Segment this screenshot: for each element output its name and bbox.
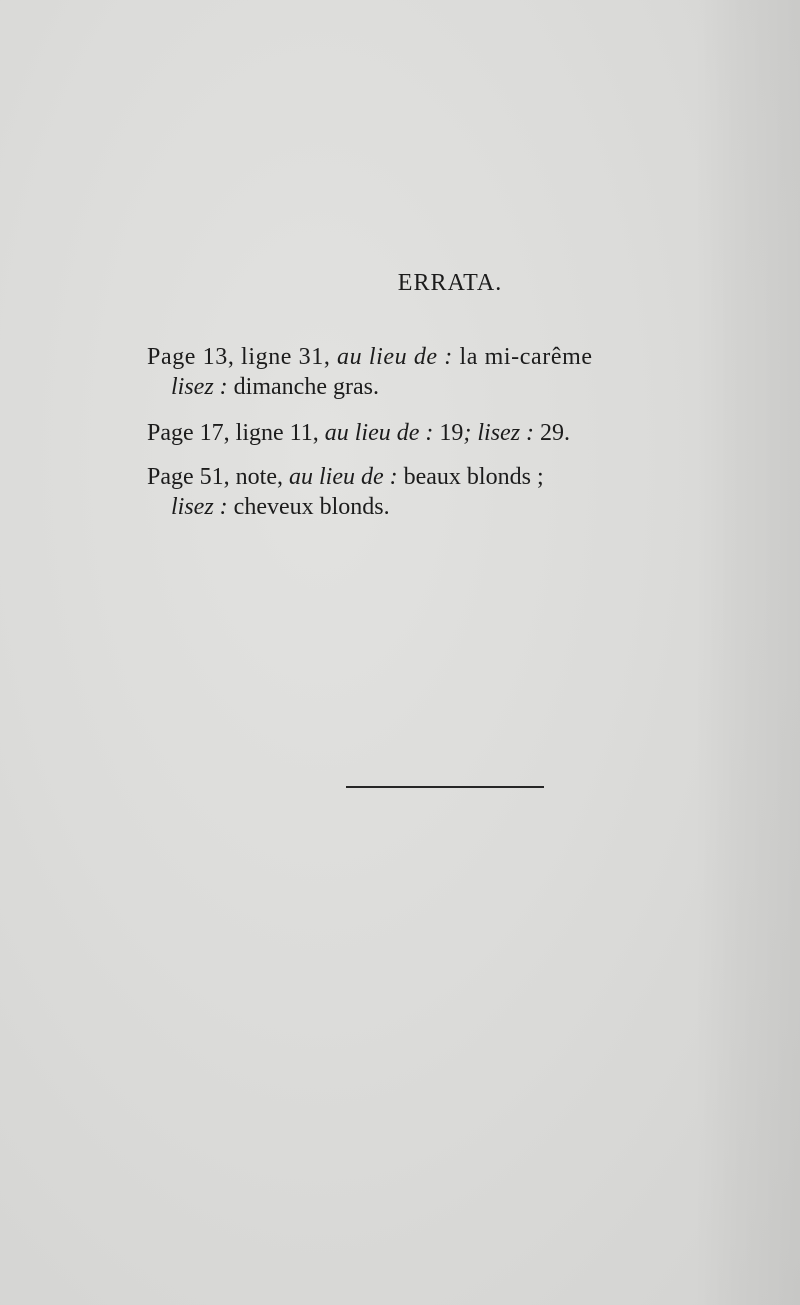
errata-entry-3-line-1 — [147, 462, 695, 492]
errata-entry-3-line-2 — [147, 492, 695, 522]
entry-instead-of-label: au lieu de : — [324, 420, 434, 446]
errata-entry-1 — [147, 342, 695, 402]
end-rule-divider — [346, 786, 544, 788]
errata-entry-1-line-1 — [147, 342, 695, 372]
errata-entry-2-line-1 — [147, 418, 695, 448]
errata-title: ERRATA. — [397, 270, 503, 296]
errata-entry-2 — [147, 418, 695, 448]
errata-entry-3 — [147, 462, 695, 522]
entry-read-label: ; lisez : — [463, 420, 535, 446]
entry-correct-text: 29. — [534, 420, 571, 446]
entry-location: Page 51, note, — [147, 464, 289, 490]
entry-correct-text: cheveux blonds. — [227, 494, 390, 520]
entry-read-label: lisez : — [171, 494, 228, 520]
entry-wrong-text: beaux blonds ; — [397, 464, 544, 490]
entry-read-label: lisez : — [171, 374, 228, 400]
entry-location: Page 17, ligne 11, — [147, 420, 325, 446]
entry-instead-of-label: au lieu de : — [288, 464, 398, 490]
entry-wrong-text: 19 — [433, 420, 464, 446]
entry-location: Page 13, ligne 31, — [147, 344, 338, 370]
page-edge-shadow — [695, 0, 800, 1305]
entry-instead-of-label: au lieu de : — [337, 344, 453, 370]
entry-wrong-text: la mi-carême — [452, 344, 593, 370]
entry-correct-text: dimanche gras. — [227, 374, 379, 400]
errata-entry-1-line-2 — [147, 372, 695, 402]
